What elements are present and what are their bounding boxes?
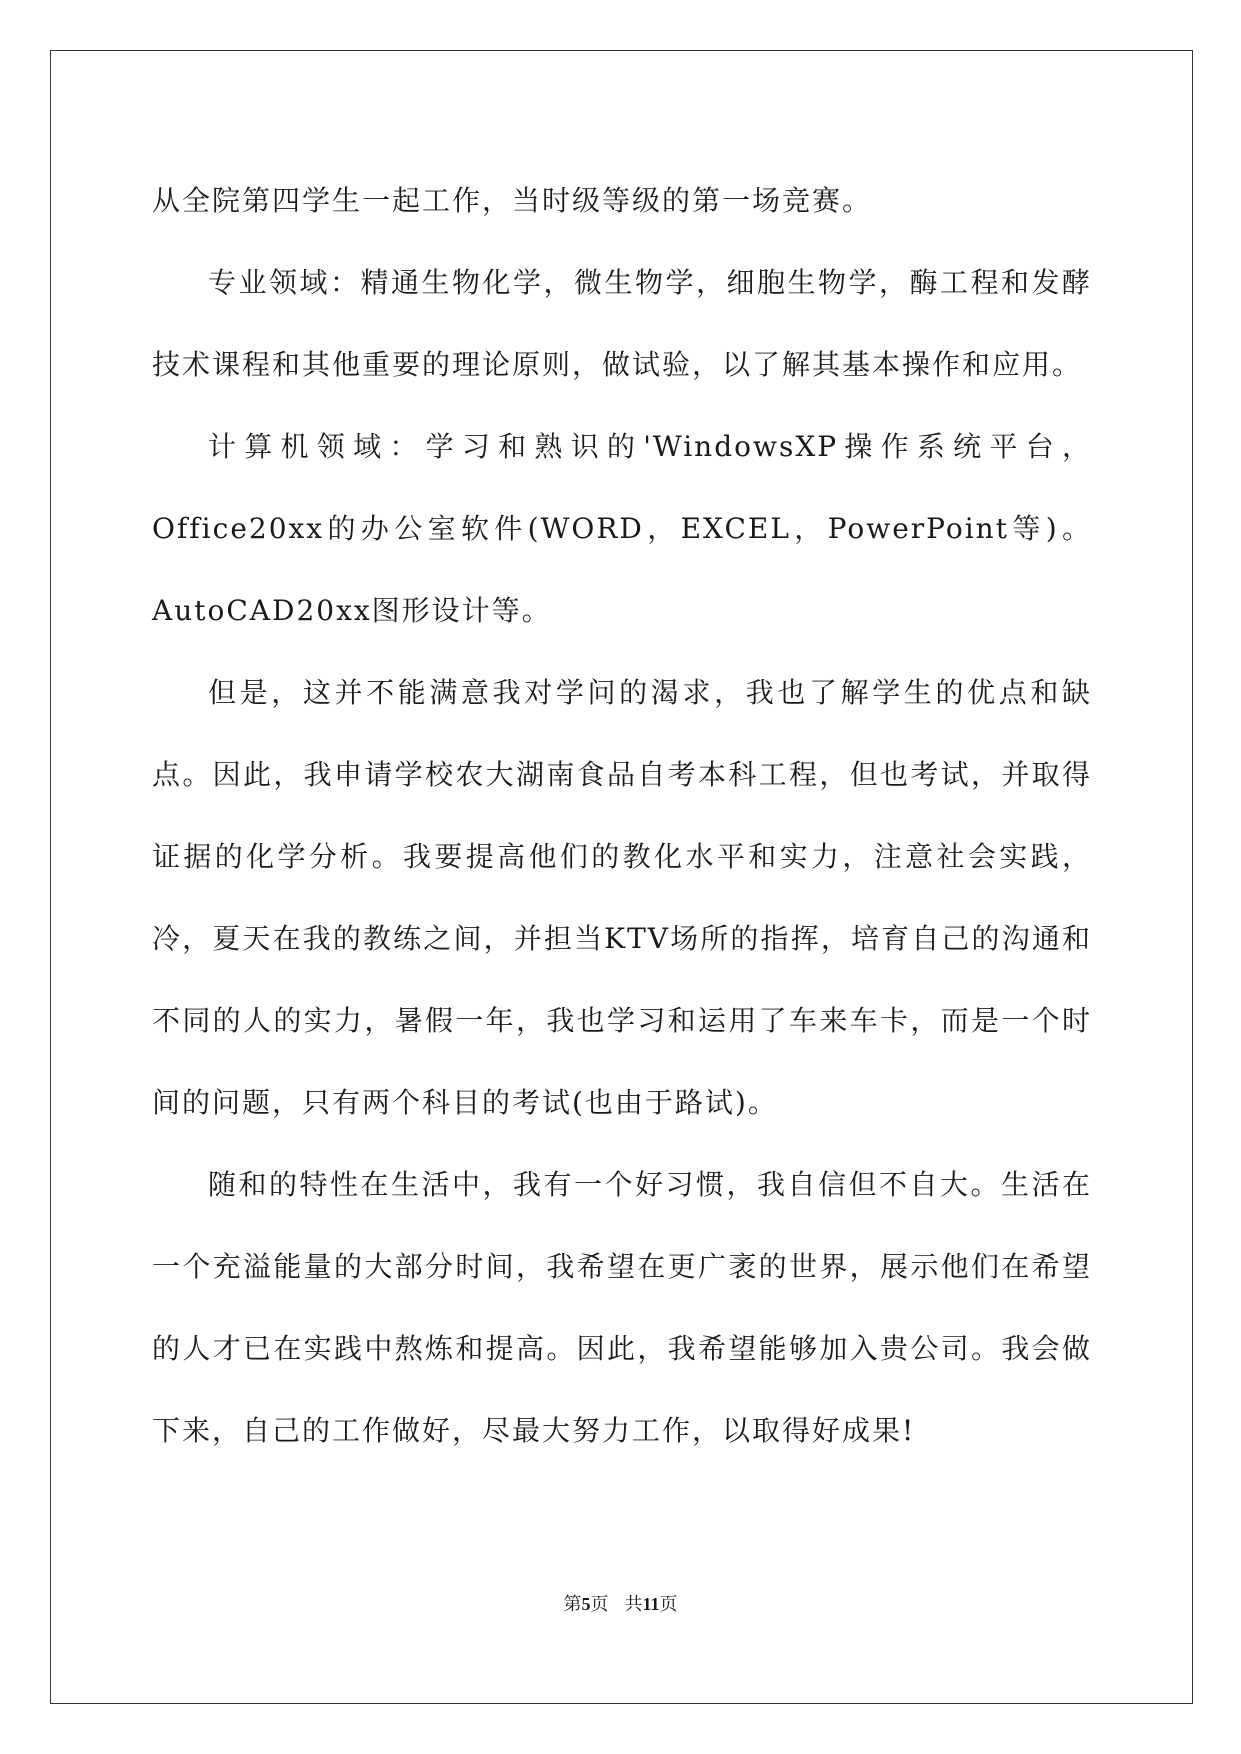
total-suffix: 页 <box>659 1594 678 1614</box>
paragraph: 从全院第四学生一起工作，当时级等级的第一场竞赛。 <box>152 184 873 217</box>
page-current: 5 <box>581 1594 591 1614</box>
total-prefix: 共 <box>624 1594 643 1614</box>
paragraph: 计算机领域：学习和熟识的'WindowsXP操作系统平台，Office20xx的办公室软件(WORD，EXCEL，PowerPoint等)。AutoCAD20xx图形设计等。 <box>152 430 1092 627</box>
paragraph: 随和的特性在生活中，我有一个好习惯，我自信但不自大。生活在一个充溢能量的大部分时间，我希望在更广袤的世界，展示他们在希望的人才已在实践中熬炼和提高。因此，我希望能够加入贵公司。我会做下来，自己的工作做好，尽最大努力工作，以取得好成果! <box>152 1168 1092 1447</box>
document-body <box>152 160 1092 1472</box>
page-suffix: 页 <box>590 1594 609 1614</box>
page-prefix: 第 <box>563 1594 582 1614</box>
page-total: 11 <box>642 1594 660 1614</box>
paragraph: 但是，这并不能满意我对学问的渴求，我也了解学生的优点和缺点。因此，我申请学校农大湖南食品自考本科工程，但也考试，并取得证据的化学分析。我要提高他们的教化水平和实力，注意社会实践，冷，夏天在我的教练之间，并担当KTV场所的指挥，培育自己的沟通和不同的人的实力，暑假一年，我也学习和运用了车来车卡，而是一个时间的问题，只有两个科目的考试(也由于路试)。 <box>152 676 1092 1119</box>
page-footer <box>0 1592 1241 1616</box>
paragraph: 专业领域：精通生物化学，微生物学，细胞生物学，酶工程和发酵技术课程和其他重要的理论原则，做试验，以了解其基本操作和应用。 <box>152 266 1092 381</box>
